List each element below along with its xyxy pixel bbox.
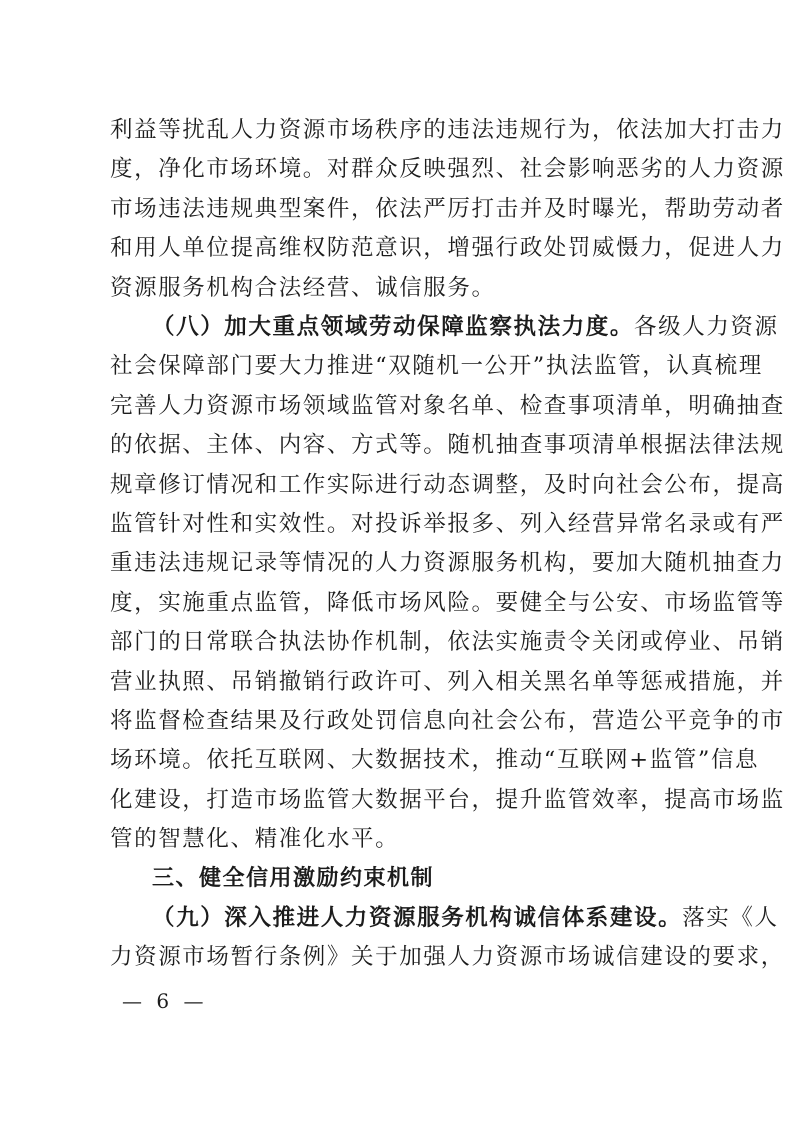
text-line: 和用人单位提高维权防范意识，增强行政处罚威慑力，促进人力 — [110, 235, 785, 261]
text-line: 化建设，打造市场监管大数据平台，提升监管效率，提高市场监 — [110, 787, 785, 813]
page-number: — 6 — — [122, 989, 208, 1013]
text-line: 部门的日常联合执法协作机制，依法实施责令关闭或停业、吊销 — [110, 629, 785, 655]
text-line: 营业执照、吊销撤销行政许可、列入相关黑名单等惩戒措施，并 — [110, 669, 785, 695]
section-nine-title: （九）深入推进人力资源服务机构诚信体系建设。 — [152, 905, 683, 931]
section-eight-first-line-rest: 各级人力资源 — [634, 314, 779, 340]
text-line: 重违法违规记录等情况的人力资源服务机构，要加大随机抽查力 — [110, 550, 785, 576]
text-line: 社会保障部门要大力推进“双随机一公开”执法监管，认真梳理 — [110, 353, 763, 379]
text-line: 规章修订情况和工作实际进行动态调整，及时向社会公布，提高 — [110, 472, 785, 498]
text-line: 力资源市场暂行条例》关于加强人力资源市场诚信建设的要求， — [110, 944, 785, 970]
section-nine-first-line — [152, 903, 779, 933]
section-eight-first-line — [152, 312, 779, 342]
section-nine-first-line-rest: 落实《人 — [682, 905, 779, 931]
text-line: 管的智慧化、精准化水平。 — [110, 826, 400, 852]
text-line: 监管针对性和实效性。对投诉举报多、列入经营异常名录或有严 — [110, 511, 785, 537]
text-line: 将监督检查结果及行政处罚信息向社会公布，营造公平竞争的市 — [110, 708, 785, 734]
text-line: 度，实施重点监管，降低市场风险。要健全与公安、市场监管等 — [110, 590, 785, 616]
section-heading: 三、健全信用激励约束机制 — [152, 866, 435, 891]
text-line: 资源服务机构合法经营、诚信服务。 — [110, 275, 496, 301]
section-eight-title: （八）加大重点领域劳动保障监察执法力度。 — [152, 314, 635, 340]
text-line: 完善人力资源市场领域监管对象名单、检查事项清单，明确抽查 — [110, 393, 785, 419]
text-line: 的依据、主体、内容、方式等。随机抽查事项清单根据法律法规 — [110, 432, 785, 458]
text-line: 市场违法违规典型案件，依法严厉打击并及时曝光，帮助劳动者 — [110, 196, 785, 222]
text-line: 度，净化市场环境。对群众反映强烈、社会影响恶劣的人力资源 — [110, 156, 785, 182]
text-line: 场环境。依托互联网、大数据技术，推动“互联网+监管”信息 — [110, 747, 760, 773]
text-line: 利益等扰乱人力资源市场秩序的违法违规行为，依法加大打击力 — [110, 117, 785, 143]
